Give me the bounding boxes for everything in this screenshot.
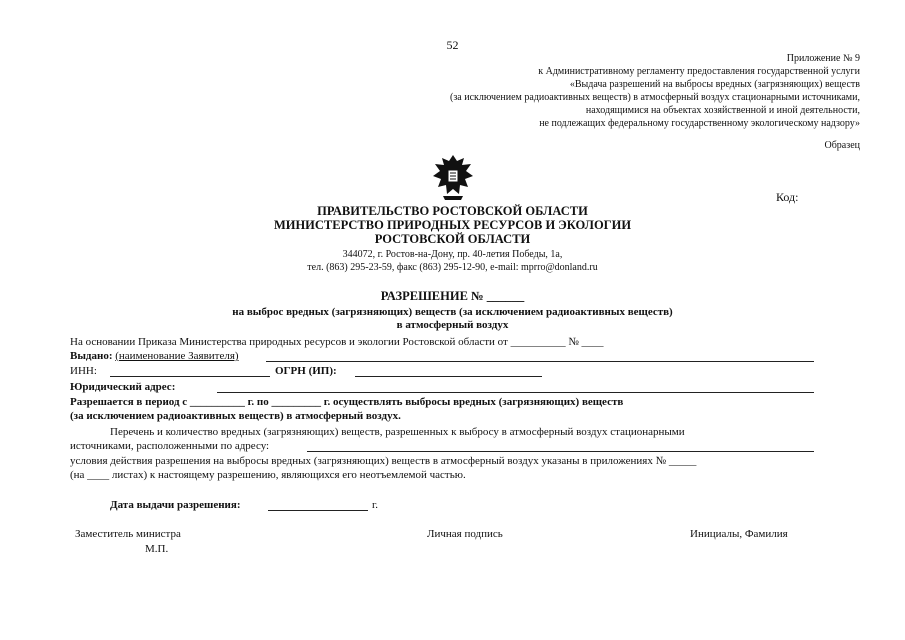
position-label: Заместитель министра (75, 528, 181, 540)
appendix-line-1: Приложение № 9 (786, 53, 860, 64)
list-line-2: источниками, расположенными по адресу: (70, 440, 270, 452)
ogrn-field[interactable] (355, 376, 542, 377)
permit-subtitle-1: на выброс вредных (загрязняющих) веществ (за исключением радиоактивных веществ) (232, 306, 673, 318)
issue-date-label: Дата выдачи разрешения: (110, 499, 241, 511)
page-number: 52 (446, 38, 459, 52)
issued-field[interactable] (266, 361, 814, 362)
appendix-line-5: находящимися на объектах хозяйственной и иной деятельности, (585, 105, 860, 116)
period-line-2: (за исключением радиоактивных веществ) в атмосферный воздух. (70, 410, 401, 422)
issued-hint: (наименование Заявителя) (115, 350, 239, 362)
org-line-3: РОСТОВСКОЙ ОБЛАСТИ (374, 232, 531, 246)
inn-field[interactable] (110, 376, 270, 377)
issue-date-field[interactable] (268, 510, 368, 511)
org-line-1: ПРАВИТЕЛЬСТВО РОСТОВСКОЙ ОБЛАСТИ (317, 204, 588, 218)
conditions-line-1: условия действия разрешения на выбросы вредных (загрязняющих) веществ в атмосферный воздух указаны в приложениях № _____ (70, 455, 697, 467)
legal-address-label: Юридический адрес: (70, 381, 176, 393)
inn-label: ИНН: (70, 365, 97, 377)
basis-line: На основании Приказа Министерства природных ресурсов и экологии Ростовской области от __________ № ____ (70, 336, 604, 348)
signature-label: Личная подпись (427, 528, 503, 540)
issued-label: Выдано: (70, 350, 113, 362)
appendix-line-4: (за исключением радиоактивных веществ) в атмосферный воздух стационарными источниками, (450, 92, 860, 103)
appendix-line-6: не подлежащих федеральному государственному экологическому надзору» (539, 118, 860, 129)
org-contacts: тел. (863) 295-23-59, факс (863) 295-12-90, e-mail: mprro@donland.ru (307, 262, 598, 273)
period-line-1: Разрешается в период с __________ г. по _________ г. осуществлять выбросы вредных (загрязняющих) веществ (70, 396, 624, 408)
site-address-field[interactable] (307, 451, 814, 452)
name-label: Инициалы, Фамилия (690, 528, 788, 540)
coat-of-arms-icon (431, 152, 475, 202)
code-label: Код: (776, 190, 799, 204)
issue-date-suffix: г. (372, 499, 379, 511)
legal-address-field[interactable] (217, 392, 814, 393)
stamp-label: М.П. (145, 543, 169, 555)
conditions-line-2: (на ____ листах) к настоящему разрешению, являющихся его неотъемлемой частью. (70, 469, 466, 481)
org-address: 344072, г. Ростов-на-Дону, пр. 40-летия Победы, 1а, (342, 249, 563, 260)
appendix-line-3: «Выдача разрешений на выбросы вредных (загрязняющих) веществ (569, 79, 860, 90)
permit-subtitle-2: в атмосферный воздух (396, 319, 509, 331)
list-line-1: Перечень и количество вредных (загрязняющих) веществ, разрешенных к выбросу в атмосферный воздух стационарными (110, 426, 685, 438)
issued-row (70, 350, 239, 363)
sample-label: Образец (824, 140, 860, 151)
appendix-line-2: к Административному регламенту предоставления государственной услуги (538, 66, 860, 77)
org-line-2: МИНИСТЕРСТВО ПРИРОДНЫХ РЕСУРСОВ И ЭКОЛОГИИ (273, 218, 632, 232)
permit-title: РАЗРЕШЕНИЕ № ______ (380, 289, 525, 303)
ogrn-label: ОГРН (ИП): (275, 365, 337, 377)
